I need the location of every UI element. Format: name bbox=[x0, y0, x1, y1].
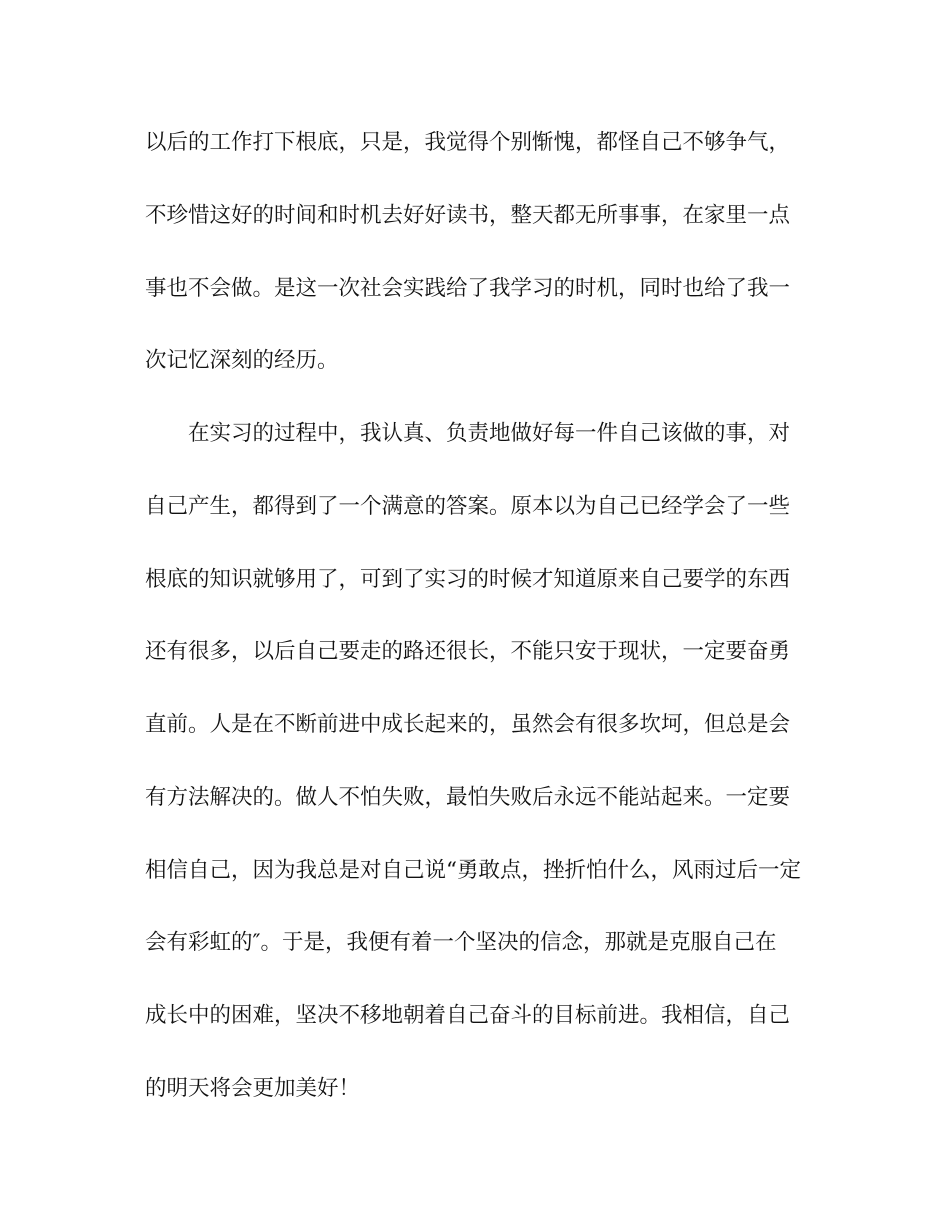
text-line: 自己产生，都得到了一个满意的答案。原本以为自己已经学会了一些 bbox=[145, 494, 791, 519]
text-line: 直前。人是在不断前进中成长起来的，虽然会有很多坎坷，但总是会 bbox=[145, 712, 791, 737]
text-line: 成长中的困难，坚决不移地朝着自己奋斗的目标前进。我相信，自己 bbox=[145, 1003, 791, 1028]
text-line: 以后的工作打下根底，只是，我觉得个别惭愧，都怪自己不够争气， bbox=[145, 130, 791, 155]
text-line: 相信自己，因为我总是对自己说“勇敢点，挫折怕什么，风雨过后一定 bbox=[145, 858, 801, 883]
text-line: 事也不会做。是这一次社会实践给了我学习的时机，同时也给了我一 bbox=[145, 276, 791, 301]
text-line: 根底的知识就够用了，可到了实习的时候才知道原来自己要学的东西 bbox=[145, 567, 791, 592]
text-line: 还有很多，以后自己要走的路还很长，不能只安于现状，一定要奋勇 bbox=[145, 639, 791, 664]
text-line: 的明天将会更加美好！ bbox=[145, 1076, 361, 1101]
text-line: 在实习的过程中，我认真、负责地做好每一件自己该做的事，对 bbox=[145, 421, 791, 446]
text-line: 会有彩虹的″。于是，我便有着一个坚决的信念，那就是克服自己在 bbox=[145, 930, 777, 955]
text-line: 有方法解决的。做人不怕失败，最怕失败后永远不能站起来。一定要 bbox=[145, 785, 791, 810]
text-line: 不珍惜这好的时间和时机去好好读书，整天都无所事事，在家里一点 bbox=[145, 203, 791, 228]
text-line: 次记忆深刻的经历。 bbox=[145, 348, 339, 373]
